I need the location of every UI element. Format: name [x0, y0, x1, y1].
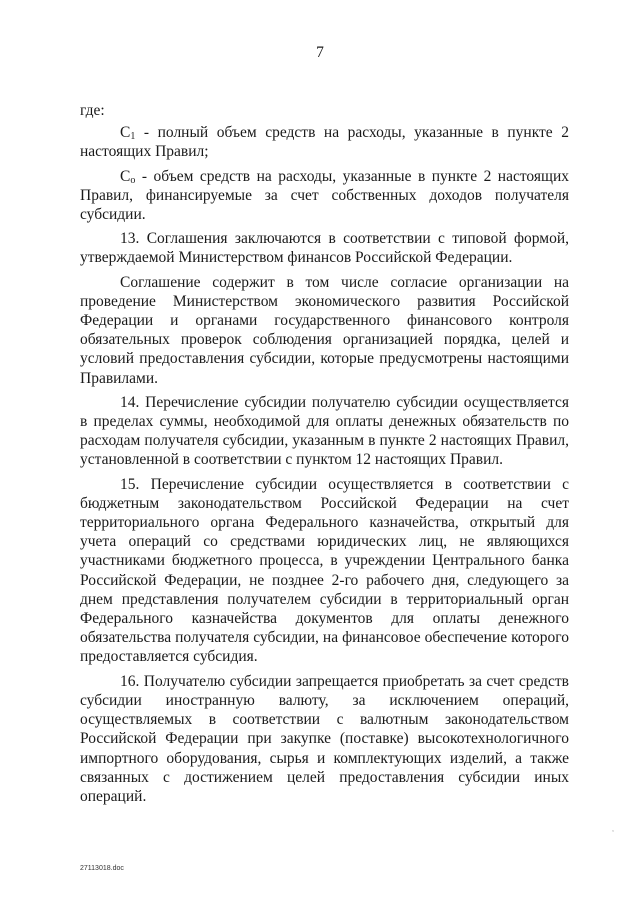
paragraph-13-agreement: Соглашение содержит в том числе согласие организации на проведение Министерством экономического развития Российской Федерации и органами государственного финансового контроля обязательных проверок соблюдения организацией порядка, целей и условий предоставления субсидии, которые предусмотрены настоящими Правилами. — [80, 273, 569, 387]
c1-symbol: С — [120, 124, 131, 142]
margin-mark: , — [612, 826, 614, 833]
c1-text: - полный объем средств на расходы, указанные в пункте 2 настоящих Правил; — [80, 124, 569, 161]
page-number: 7 — [316, 44, 324, 61]
paragraph-14: 14. Перечисление субсидии получателю субсидии осуществляется в пределах суммы, необходимой для оплаты денежных обязательств по расходам получателя субсидии, указанным в пункте 2 настоящих Правил, установленной в соответствии с пунктом 12 настоящих Правил. — [80, 393, 569, 469]
footer-filename: 27113018.doc — [80, 865, 124, 872]
c1-definition — [80, 123, 569, 161]
c0-symbol: С — [120, 167, 131, 185]
paragraph-16: 16. Получателю субсидии запрещается приобретать за счет средств субсидии иностранную валюту, за исключением операций, осуществляемых в соответствии с валютным законодательством Российской Федерации при закупке (поставке) высокотехнологичного импортного оборудования, сырья и комплектующих изделий, а также связанных с достижением целей предоставления субсидии иных операций. — [80, 672, 569, 805]
c1-subscript: 1 — [130, 131, 136, 143]
paragraph-15: 15. Перечисление субсидии осуществляется в соответствии с бюджетным законодательством Российской Федерации на счет территориального органа Федерального казначейства, открытый для учета операций со средствами юридических лиц, не являющихся участниками бюджетного процесса, в учреждении Центрального банка Российской Федерации, не позднее 2-го рабочего дня, следующего за днем представления получателем субсидии в территориальный орган Федерального казначейства документов для оплаты денежного обязательства получателя субсидии, на финансовое обеспечение которого предоставляется субсидия. — [80, 475, 569, 666]
document-body — [80, 101, 569, 806]
paragraph-13: 13. Соглашения заключаются в соответствии с типовой формой, утверждаемой Министерством финансов Российской Федерации. — [80, 230, 569, 267]
c0-subscript: о — [130, 174, 136, 186]
c0-text: - объем средств на расходы, указанные в пункте 2 настоящих Правил, финансируемые за счет собственных доходов получателя субсидии. — [80, 167, 569, 224]
where-label: где: — [80, 102, 105, 119]
c0-definition — [80, 167, 569, 225]
